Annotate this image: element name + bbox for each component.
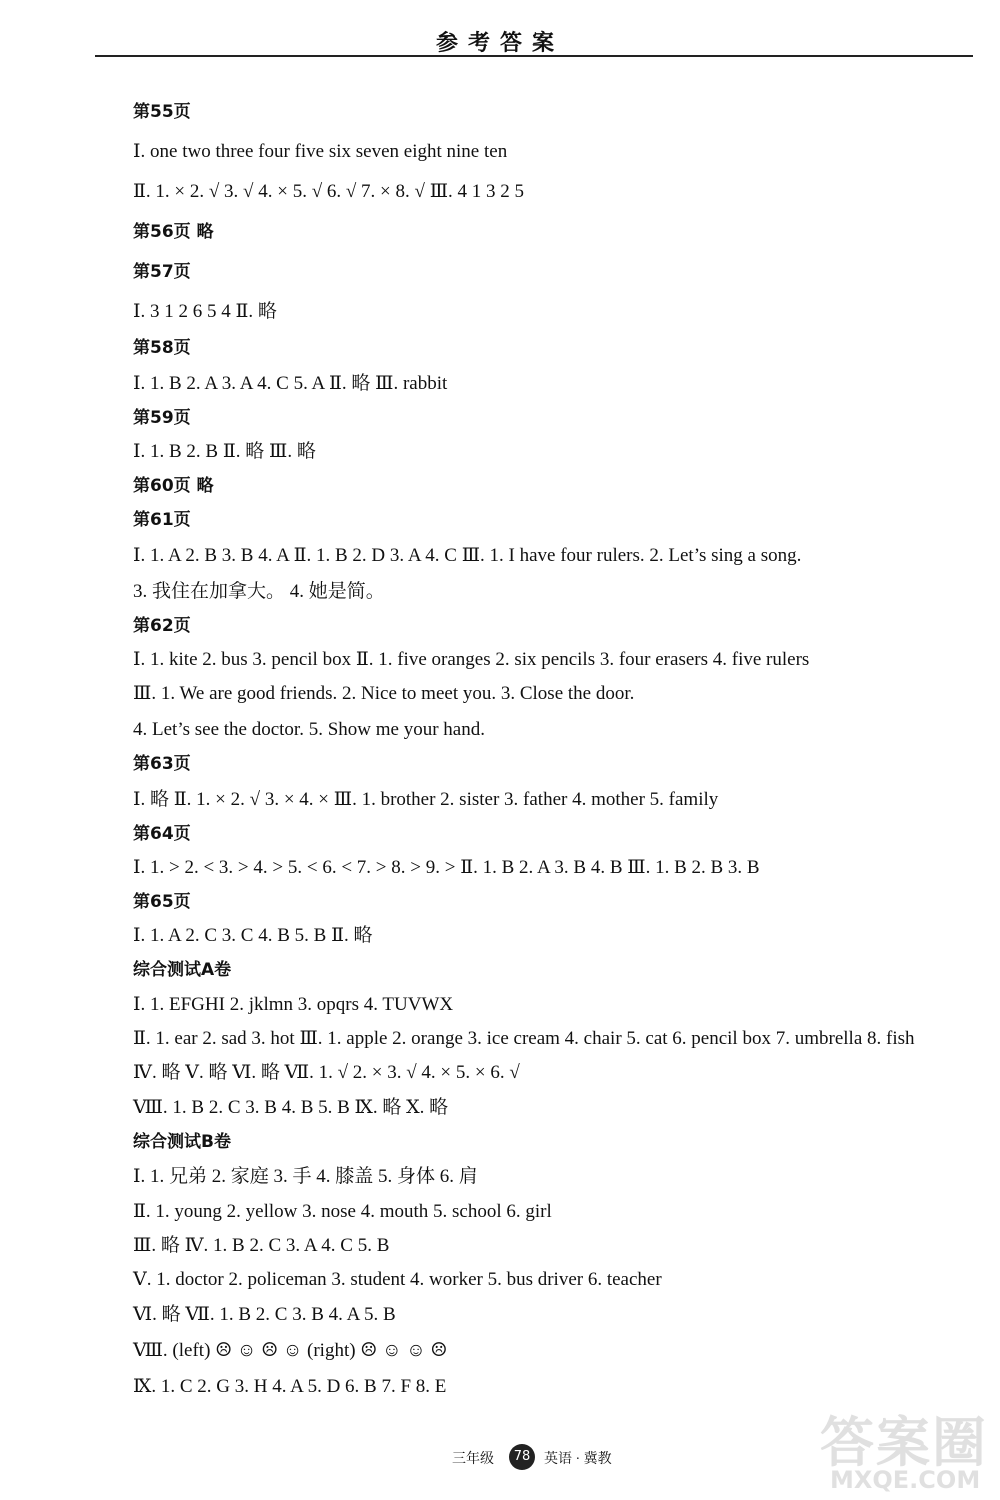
- page-header-title: 参考答案: [435, 30, 564, 55]
- answer-line: Ⅰ. 1. 兄弟 2. 家庭 3. 手 4. 膝盖 5. 身体 6. 肩: [133, 1166, 478, 1187]
- section-heading: 第56页 略: [133, 222, 214, 242]
- section-heading: 第65页: [133, 892, 191, 912]
- answer-line: Ⅰ. 1. EFGHI 2. jklmn 3. opqrs 4. TUVWX: [133, 994, 454, 1015]
- footer-grade: 三年级: [452, 1452, 494, 1467]
- answer-line: Ⅰ. 1. > 2. < 3. > 4. > 5. < 6. < 7. > 8. > 9. > Ⅱ. 1. B 2. A 3. B 4. B Ⅲ. 1. B 2. B 3. B: [133, 857, 760, 878]
- watermark-logo: 答案圈: [820, 1411, 988, 1474]
- answer-line: Ⅰ. one two three four five six seven eight nine ten: [133, 141, 508, 162]
- answer-line: Ⅲ. 1. We are good friends. 2. Nice to meet you. 3. Close the door.: [133, 683, 635, 704]
- answer-line: Ⅰ. 1. kite 2. bus 3. pencil box Ⅱ. 1. five oranges 2. six pencils 3. four erasers 4. five rulers: [133, 649, 810, 670]
- answer-line: Ⅱ. 1. ear 2. sad 3. hot Ⅲ. 1. apple 2. orange 3. ice cream 4. chair 5. cat 6. pencil box 7. umbrella 8. fish: [133, 1028, 915, 1049]
- answer-line: 3. 我住在加拿大。 4. 她是简。: [133, 581, 385, 602]
- answer-line: Ⅱ. 1. young 2. yellow 3. nose 4. mouth 5. school 6. girl: [133, 1201, 552, 1222]
- answer-line: Ⅰ. 1. B 2. B Ⅱ. 略 Ⅲ. 略: [133, 441, 316, 462]
- answer-line: Ⅱ. 1. × 2. √ 3. √ 4. × 5. √ 6. √ 7. × 8. √ Ⅲ. 4 1 3 2 5: [133, 181, 525, 202]
- section-heading: 第62页: [133, 616, 191, 636]
- section-heading: 综合测试A卷: [133, 960, 232, 980]
- section-heading: 第55页: [133, 102, 191, 122]
- answer-line: Ⅷ. 1. B 2. C 3. B 4. B 5. B Ⅸ. 略 Ⅹ. 略: [133, 1097, 449, 1118]
- footer-subject: 英语 · 冀教: [544, 1452, 612, 1467]
- answer-line: Ⅰ. 1. A 2. B 3. B 4. A Ⅱ. 1. B 2. D 3. A 4. C Ⅲ. 1. I have four rulers. 2. Let’s sing a song.: [133, 545, 802, 566]
- watermark-url: MXQE.COM: [830, 1466, 981, 1494]
- section-heading: 第57页: [133, 262, 191, 282]
- answer-line: Ⅲ. 略 Ⅳ. 1. B 2. C 3. A 4. C 5. B: [133, 1235, 390, 1256]
- section-heading: 第61页: [133, 510, 191, 530]
- section-heading: 综合测试B卷: [133, 1132, 231, 1152]
- header-divider: [95, 55, 973, 57]
- answer-line: Ⅸ. 1. C 2. G 3. H 4. A 5. D 6. B 7. F 8. E: [133, 1376, 447, 1397]
- section-heading: 第59页: [133, 408, 191, 428]
- watermark: [820, 1400, 990, 1500]
- answer-line: Ⅰ. 1. B 2. A 3. A 4. C 5. A Ⅱ. 略 Ⅲ. rabbit: [133, 373, 448, 394]
- section-heading: 第58页: [133, 338, 191, 358]
- answer-line: Ⅴ. 1. doctor 2. policeman 3. student 4. worker 5. bus driver 6. teacher: [133, 1269, 662, 1290]
- section-heading: 第60页 略: [133, 476, 214, 496]
- answer-line: Ⅰ. 略 Ⅱ. 1. × 2. √ 3. × 4. × Ⅲ. 1. brother 2. sister 3. father 4. mother 5. family: [133, 789, 719, 810]
- answer-line: Ⅰ. 1. A 2. C 3. C 4. B 5. B Ⅱ. 略: [133, 925, 373, 946]
- page-number-badge: 78: [509, 1444, 535, 1470]
- answer-line: Ⅵ. 略 Ⅶ. 1. B 2. C 3. B 4. A 5. B: [133, 1304, 396, 1325]
- section-heading: 第63页: [133, 754, 191, 774]
- answer-line: Ⅷ. (left) ☹ ☺ ☹ ☺ (right) ☹ ☺ ☺ ☹: [133, 1340, 448, 1361]
- section-heading: 第64页: [133, 824, 191, 844]
- answer-line: Ⅳ. 略 Ⅴ. 略 Ⅵ. 略 Ⅶ. 1. √ 2. × 3. √ 4. × 5. × 6. √: [133, 1062, 520, 1083]
- answer-line: 4. Let’s see the doctor. 5. Show me your hand.: [133, 719, 485, 740]
- answer-line: Ⅰ. 3 1 2 6 5 4 Ⅱ. 略: [133, 301, 277, 322]
